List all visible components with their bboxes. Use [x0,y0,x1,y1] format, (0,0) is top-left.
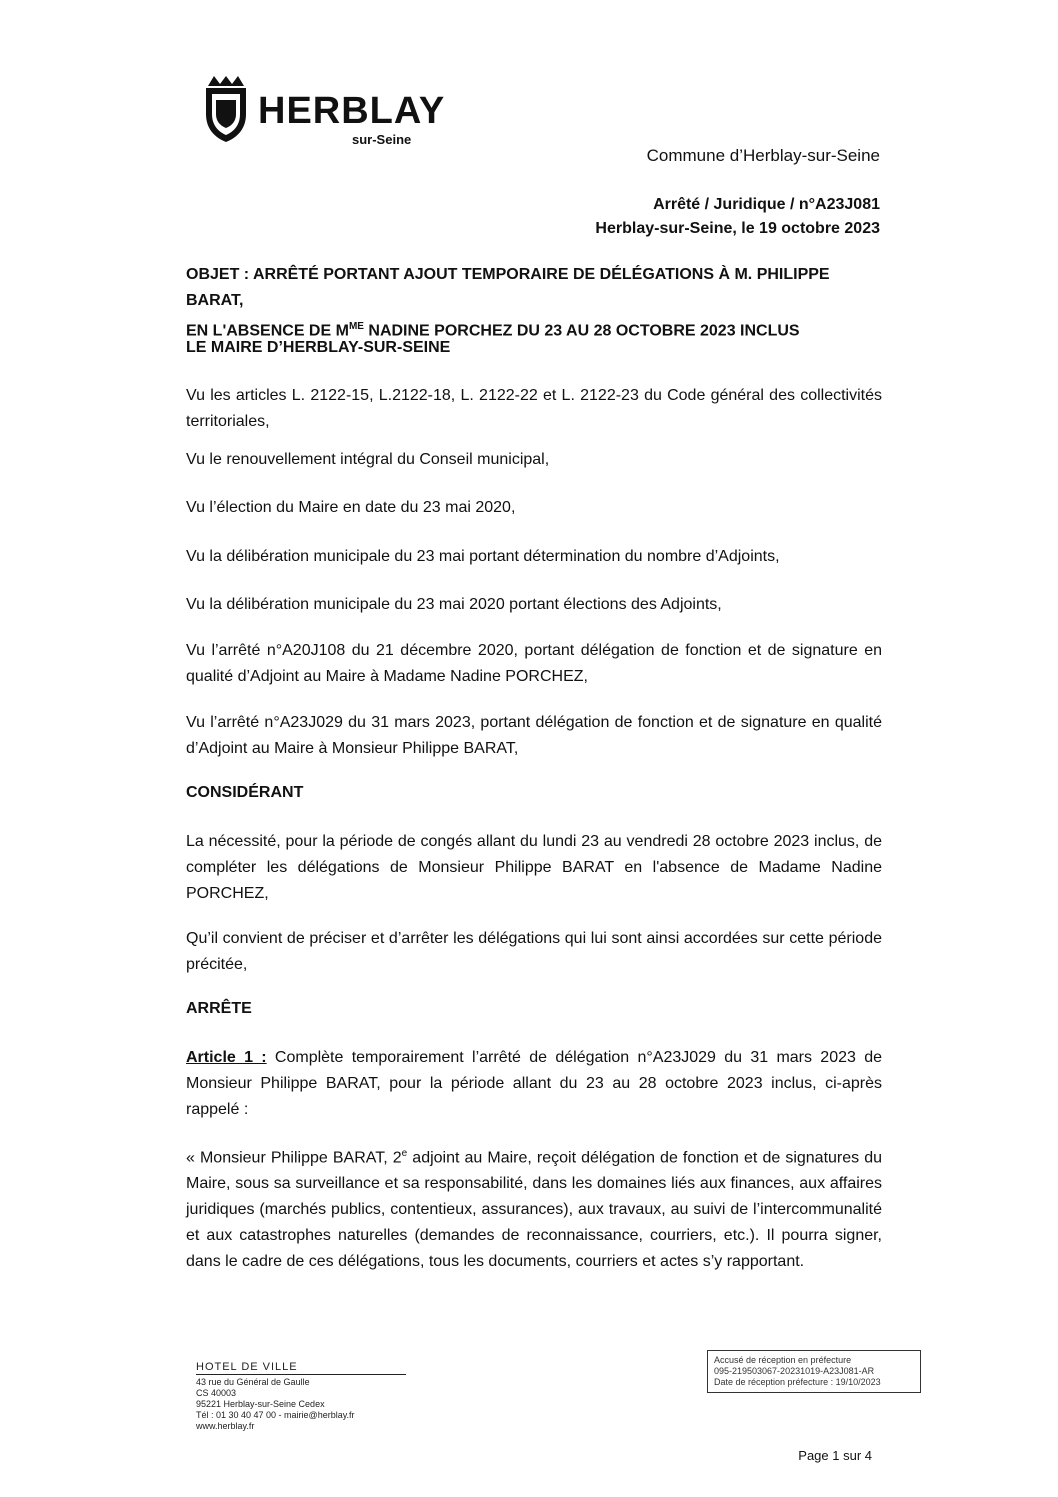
address-line: Tél : 01 30 40 47 00 - mairie@herblay.fr [196,1410,355,1420]
article-1-label: Article 1 : [186,1049,267,1066]
vu-paragraph: Vu l’arrêté n°A23J029 du 31 mars 2023, portant délégation de fonction et de signature en qualité d’Adjoint au Maire à Monsieur Philippe BARAT, [186,714,882,757]
logo-subtitle: sur-Seine [352,132,412,147]
vu-paragraph: Vu la délibération municipale du 23 mai 2020 portant élections des Adjoints, [186,596,722,613]
article-1 [186,1045,882,1123]
subject-line-1: OBJET : ARRÊTÉ PORTANT AJOUT TEMPORAIRE DE DÉLÉGATIONS À M. PHILIPPE BARAT, [186,266,830,309]
prefecture-receipt-stamp [707,1350,921,1393]
decree-reference: Arrêté / Juridique / n°A23J081 [653,196,880,213]
herblay-logo [196,72,446,152]
address-line: 43 rue du Général de Gaulle [196,1377,310,1387]
mayor-heading: LE MAIRE D’HERBLAY-SUR-SEINE [186,339,451,356]
arrete-heading: ARRÊTE [186,1000,252,1017]
article-1-text: Complète temporairement l’arrêté de délégation n°A23J029 du 31 mars 2023 de Monsieur Philippe BARAT, pour la période allant du 23 au 28 octobre 2023 inclus, ci-après rappelé : [186,1049,882,1118]
vu-paragraph: Vu les articles L. 2122-15, L.2122-18, L. 2122-22 et L. 2122-23 du Code général des collectivités territoriales, [186,387,882,430]
subject-line-2: EN L'ABSENCE DE $M^{ME}$ NADINE PORCHEZ DU 23 AU 28 OCTOBRE 2023 INCLUS [186,321,800,340]
vu-paragraph: Vu l’élection du Maire en date du 23 mai 2020, [186,499,516,516]
page-number: Page 1 sur 4 [798,1448,872,1463]
town-hall-address [196,1362,406,1432]
city-crest-icon [200,74,252,144]
footer-title: HOTEL DE VILLE [196,1362,406,1375]
stamp-line: 095-219503067-20231019-A23J081-AR [714,1366,875,1376]
considerant-paragraph: La nécessité, pour la période de congés allant du lundi 23 au vendredi 28 octobre 2023 inclus, de compléter les délégations de Monsieur Philippe BARAT en l'absence de Madame Nadine PORCHEZ, [186,833,882,902]
vu-paragraph: Vu la délibération municipale du 23 mai portant détermination du nombre d’Adjoints, [186,548,780,565]
considerant-paragraph: Qu’il convient de préciser et d’arrêter les délégations qui lui sont ainsi accordées sur cette période précitée, [186,930,882,973]
address-line: www.herblay.fr [196,1421,255,1431]
logo-wordmark: HERBLAY [258,90,446,132]
decree-subject [186,262,882,344]
address-line: 95221 Herblay-sur-Seine Cedex [196,1399,325,1409]
vu-paragraph: Vu le renouvellement intégral du Conseil municipal, [186,451,550,468]
vu-paragraph: Vu l’arrêté n°A20J108 du 21 décembre 2020, portant délégation de fonction et de signature en qualité d’Adjoint au Maire à Madame Nadine PORCHEZ, [186,642,882,685]
address-line: CS 40003 [196,1388,237,1398]
stamp-line: Accusé de réception en préfecture [714,1355,852,1365]
stamp-line: Date de réception préfecture : 19/10/2023 [714,1377,881,1387]
commune-name: Commune d’Herblay-sur-Seine [646,146,880,165]
considerant-heading: CONSIDÉRANT [186,784,304,801]
delegation-quote: « Monsieur Philippe BARAT, 2e adjoint au Maire, reçoit délégation de fonction et de signatures du Maire, sous sa surveillance et sa responsabilité, dans les domaines liés aux finances, aux affaires juridiques (marchés publics, contentieux, assurances), aux travaux, au suivi de l’intercommunalité et aux catastrophes naturelles (demandes de reconnaissance, courriers, etc.). Il pourra signer, dans le cadre de ces délégations, tous les documents, courriers et actes s’y rapportant. [186,1148,883,1271]
decree-place-date: Herblay-sur-Seine, le 19 octobre 2023 [595,220,880,237]
